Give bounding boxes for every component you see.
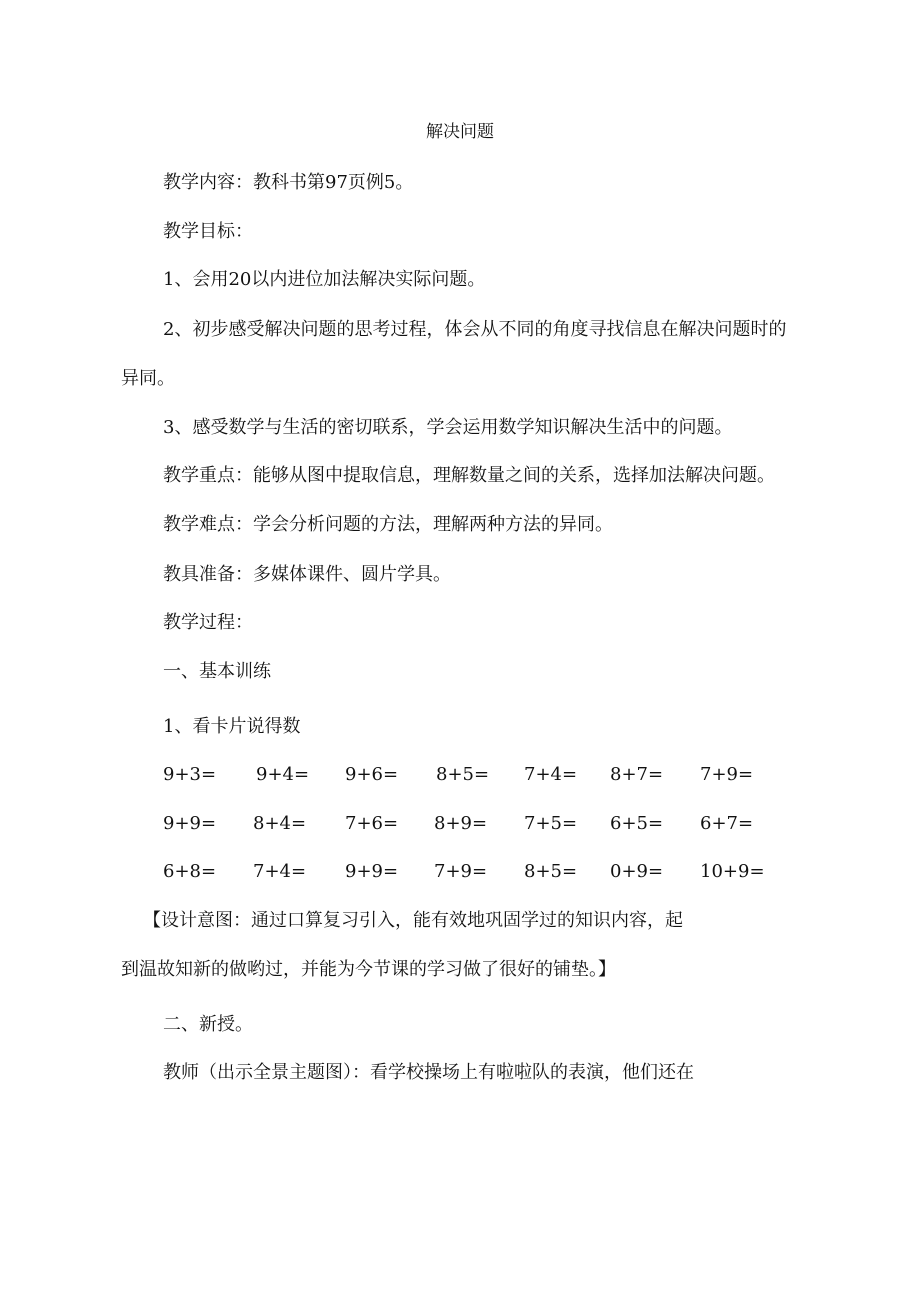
equation: 9+6= [345,764,399,785]
cards-instruction: 1、看卡片说得数 [163,716,301,737]
equation: 6+7= [700,813,754,834]
teacher-line: 教师（出示全景主题图）：看学校操场上有啦啦队的表演，他们还在 [163,1062,694,1083]
equation: 0+9= [610,861,664,882]
equation: 9+4= [256,764,310,785]
section-1-heading: 一、基本训练 [163,661,271,682]
equation: 8+5= [436,764,490,785]
design-intent-line-2: 到温故知新的做哟过，并能为今节课的学习做了很好的铺垫。】 [121,959,616,980]
goal-2-line-2: 异同。 [121,368,175,389]
equation: 7+4= [253,861,307,882]
process-label: 教学过程： [163,612,253,633]
page-title: 解决问题 [426,122,494,142]
equation: 7+9= [434,861,488,882]
key-points: 教学重点：能够从图中提取信息，理解数量之间的关系，选择加法解决问题。 [163,465,775,486]
equation: 7+6= [345,813,399,834]
equation: 7+9= [700,764,754,785]
materials: 教具准备：多媒体课件、圆片学具。 [163,564,451,585]
equation: 8+5= [524,861,578,882]
equation: 8+9= [434,813,488,834]
equation: 8+4= [253,813,307,834]
goal-2-line-1: 2、初步感受解决问题的思考过程，体会从不同的角度寻找信息在解决问题时的 [163,319,787,340]
design-intent-line-1: 【设计意图：通过口算复习引入，能有效地巩固学过的知识内容，起 [143,910,683,931]
equation: 9+9= [345,861,399,882]
teaching-goals-label: 教学目标： [163,221,253,242]
equation: 6+8= [163,861,217,882]
goal-3: 3、感受数学与生活的密切联系，学会运用数学知识解决生活中的问题。 [163,417,733,438]
equation: 8+7= [610,764,664,785]
equation: 7+4= [524,764,578,785]
section-2-heading: 二、新授。 [163,1014,253,1035]
goal-1: 1、会用20以内进位加法解决实际问题。 [163,269,486,290]
difficulty: 教学难点：学会分析问题的方法，理解两种方法的异同。 [163,514,613,535]
teaching-content: 教学内容：教科书第97页例5。 [163,172,414,193]
equation: 6+5= [610,813,664,834]
equation: 9+3= [163,764,217,785]
equation: 7+5= [524,813,578,834]
equation: 9+9= [163,813,217,834]
equation: 10+9= [700,861,765,882]
